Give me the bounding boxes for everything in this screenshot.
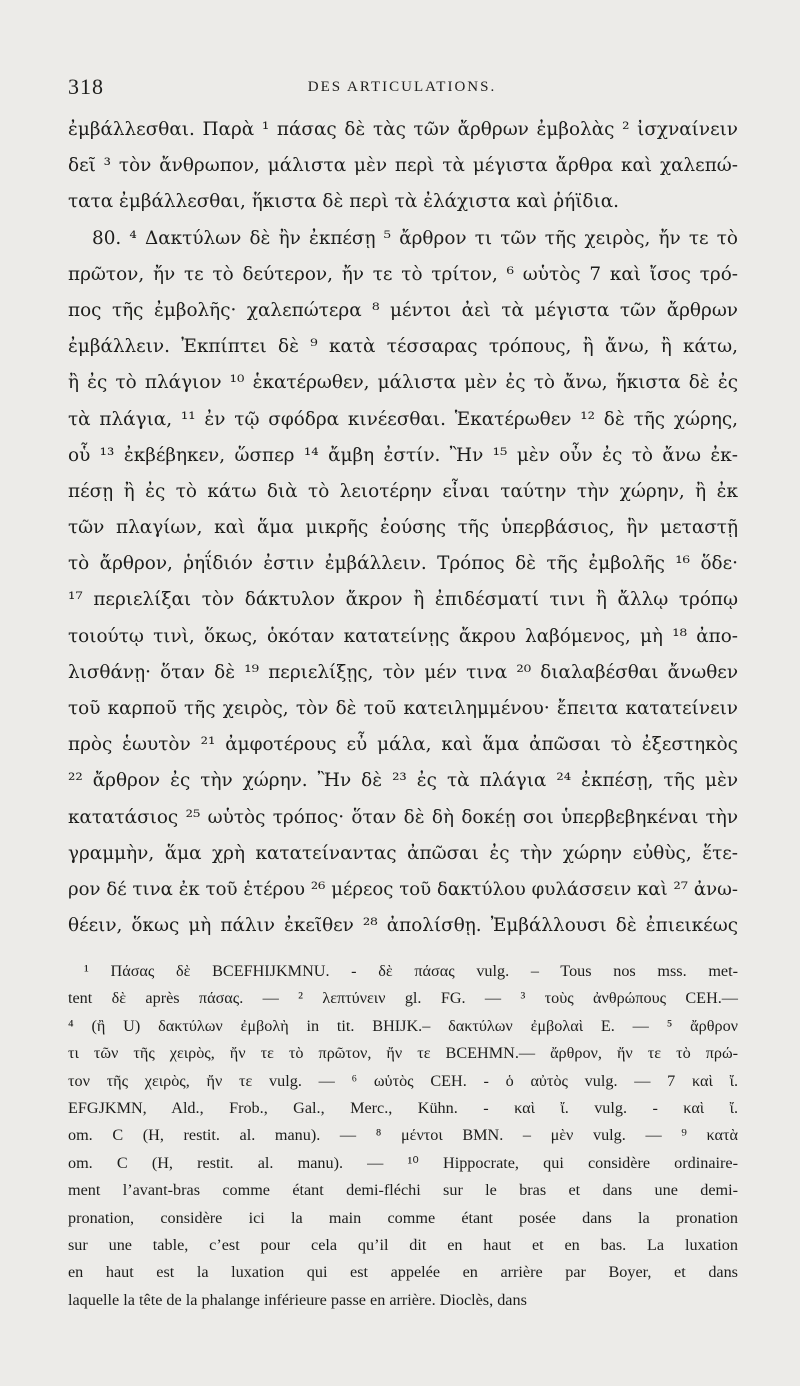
- text-line: [68, 691, 738, 727]
- footnote-line: [68, 1040, 738, 1067]
- text-line: [68, 257, 738, 293]
- footnote-line-content: tent δὲ après πάσας. — ² λεπτύνειν gl. FG. — ³ τοὺς ἀνθρώπους CEH.—: [68, 989, 738, 1008]
- text-line-content: πρῶτον, ἤν τε τὸ δεύτερον, ἤν τε τὸ τρίτον, ⁶ ωὑτὸς 7 καὶ ἴσος τρό-: [68, 263, 738, 285]
- footnote-line-content: sur une table, c’est pour cela qu’il dit en haut et en bas. La luxation: [68, 1235, 738, 1254]
- footnote-line-content: laquelle la tête de la phalange inférieure passe en arrière. Dioclès, dans: [68, 1290, 527, 1309]
- footnote-line: [68, 1013, 738, 1040]
- text-line: [68, 510, 738, 546]
- text-line-content: ἢ ἐς τὸ πλάγιον ¹⁰ ἑκατέρωθεν, μάλιστα μὲν ἐς τὸ ἄνω, ἥκιστα δὲ ἐς: [68, 372, 738, 394]
- footnote-line-content: ¹ Πάσας δὲ BCEFHIJKMNU. - δὲ πάσας vulg. – Tous nos mss. met-: [84, 962, 738, 980]
- footnote-line: [68, 1287, 738, 1314]
- footnote-line-content: EFGJKMN, Ald., Frob., Gal., Merc., Kühn. - καὶ ἴ. vulg. - καὶ ἴ.: [68, 1098, 738, 1117]
- footnote-line-content: om. C (H, restit. al. manu). — ⁸ μέντοι BMN. – μὲν vulg. — ⁹ κατὰ: [68, 1126, 738, 1145]
- footnote-line: [68, 1232, 738, 1259]
- text-line: [68, 438, 738, 474]
- footnote-line: [68, 958, 738, 985]
- text-line: [68, 329, 738, 365]
- text-line-content: ἐμβάλλεσθαι. Παρὰ ¹ πάσας δὲ τὰς τῶν ἄρθρων ἐμβολὰς ² ἰσχναίνειν: [68, 119, 738, 140]
- footnote-line-content: ment l’avant-bras comme étant demi-fléchi sur le bras et dans une demi-: [68, 1181, 738, 1200]
- text-line-content: τατα ἐμβάλλεσθαι, ἥκιστα δὲ περὶ τὰ ἐλάχιστα καὶ ῥήϊδια.: [68, 191, 619, 213]
- text-line-content: ἐμβάλλειν. Ἐκπίπτει δὲ ⁹ κατὰ τέσσαρας τρόπους, ἢ ἄνω, ἢ κάτω,: [68, 336, 738, 358]
- text-line-content: θέειν, ὅκως μὴ πάλιν ἐκεῖθεν ²⁸ ἀπολίσθῃ. Ἐμβάλλουσι δὲ ἐπιεικέως: [68, 915, 738, 937]
- text-line-content: λισθάνῃ· ὅταν δὲ ¹⁹ περιελίξῃς, τὸν μέν τινα ²⁰ διαλαβέσθαι ἄνωθεν: [68, 661, 738, 683]
- text-line-content: δεῖ ³ τὸν ἄνθρωπον, μάλιστα μὲν περὶ τὰ μέγιστα ἄρθρα καὶ χαλεπώ-: [68, 155, 738, 177]
- running-head: DES ARTICULATIONS.: [307, 79, 497, 95]
- footnote-line-content: τον τῆς χειρὸς, ἤν τε vulg. — ⁶ ωὑτὸς CEH. - ὁ αὐτὸς vulg. — 7 καὶ ἴ.: [68, 1071, 738, 1090]
- text-line: [68, 184, 738, 220]
- text-line-content: ²² ἄρθρον ἐς τὴν χώρην. Ἢν δὲ ²³ ἐς τὰ πλάγια ²⁴ ἐκπέσῃ, τῆς μὲν: [68, 770, 738, 792]
- footnote-line: [68, 1095, 738, 1122]
- text-line: [68, 112, 738, 148]
- footnote-line-content: en haut est la luxation qui est appelée en arrière par Boyer, et dans: [68, 1263, 738, 1282]
- footnote-line-content: τι τῶν τῆς χειρὸς, ἤν τε τὸ πρῶτον, ἤν τε BCEHMN.— ἄρθρον, ἤν τε τὸ πρώ-: [68, 1044, 738, 1063]
- footnote-line: [68, 1177, 738, 1204]
- footnote-line: [68, 1205, 738, 1232]
- text-line-content: τῶν πλαγίων, καὶ ἅμα μικρῆς ἐούσης τῆς ὑπερβάσιος, ἢν μεταστῇ: [68, 517, 738, 539]
- text-line-content: τὰ πλάγια, ¹¹ ἐν τῷ σφόδρα κινέεσθαι. Ἑκατέρωθεν ¹² δὲ τῆς χώρης,: [68, 408, 738, 430]
- text-line-content: γραμμὴν, ἅμα χρὴ κατατείναντας ἀπῶσαι ἐς τὴν χώρην εὐθὺς, ἕτε-: [68, 842, 738, 864]
- footnotes-block: [68, 958, 738, 1314]
- text-line: [68, 800, 738, 836]
- footnote-line: [68, 985, 738, 1012]
- text-line: [68, 402, 738, 438]
- text-line-content: τὸ ἄρθρον, ῥηΐδιόν ἐστιν ἐμβάλλειν. Τρόπος δὲ τῆς ἐμβολῆς ¹⁶ ὅδε·: [68, 553, 738, 575]
- footnote-line: [68, 1150, 738, 1177]
- page-number: 318: [68, 74, 104, 99]
- text-line: [68, 148, 738, 184]
- text-line: [68, 365, 738, 401]
- footnote-line-content: om. C (H, restit. al. manu). — ¹⁰ Hippocrate, qui considère ordinaire-: [68, 1153, 738, 1172]
- text-line-content: ¹⁷ περιελίξαι τὸν δάκτυλον ἄκρον ἢ ἐπιδέσματί τινι ἢ ἄλλῳ τρόπῳ: [68, 589, 738, 611]
- footnote-line: [68, 1122, 738, 1149]
- main-text-block: [68, 112, 738, 944]
- footnote-line: [68, 1068, 738, 1095]
- page-header: [68, 74, 736, 104]
- text-line-content: ρον δέ τινα ἐκ τοῦ ἑτέρου ²⁶ μέρεος τοῦ δακτύλου φυλάσσειν καὶ ²⁷ ἀνω-: [68, 878, 738, 900]
- text-line: [68, 221, 738, 257]
- text-line: [68, 293, 738, 329]
- text-line: [68, 727, 738, 763]
- text-line: [68, 582, 738, 618]
- footnote-line: [68, 1259, 738, 1286]
- text-line: [68, 908, 738, 944]
- text-line-content: οὗ ¹³ ἐκβέβηκεν, ὥσπερ ¹⁴ ἄμβη ἐστίν. Ἢν ¹⁵ μὲν οὖν ἐς τὸ ἄνω ἐκ-: [68, 444, 738, 466]
- text-line: [68, 546, 738, 582]
- text-line-content: τοιούτῳ τινὶ, ὅκως, ὁκόταν κατατείνῃς ἄκρου λαβόμενος, μὴ ¹⁸ ἀπο-: [68, 625, 738, 647]
- text-line: [68, 474, 738, 510]
- text-line-content: πος τῆς ἐμβολῆς· χαλεπώτερα ⁸ μέντοι ἀεὶ τὰ μέγιστα τῶν ἄρθρων: [68, 299, 738, 321]
- text-line: [68, 619, 738, 655]
- text-line: [68, 763, 738, 799]
- text-line-content: πρὸς ἑωυτὸν ²¹ ἀμφοτέρους εὖ μάλα, καὶ ἅμα ἀπῶσαι τὸ ἐξεστηκὸς: [68, 734, 738, 756]
- text-line: [68, 872, 738, 908]
- text-line-content: πέσῃ ἢ ἐς τὸ κάτω διὰ τὸ λειοτέρην εἶναι ταύτην τὴν χώρην, ἢ ἐκ: [68, 480, 738, 502]
- text-line-content: κατατάσιος ²⁵ ωὑτὸς τρόπος· ὅταν δὲ δὴ δοκέῃ σοι ὑπερβεβηκέναι τὴν: [68, 806, 738, 828]
- footnote-line-content: pronation, considère ici la main comme étant posée dans la pronation: [68, 1208, 738, 1227]
- footnote-line-content: ⁴ (ἢ U) δακτύλων ἐμβολὴ in tit. BHIJK.– δακτύλων ἐμβολαὶ E. — ⁵ ἄρθρον: [68, 1016, 738, 1035]
- text-line: [68, 655, 738, 691]
- text-line-content: 80. ⁴ Δακτύλων δὲ ἢν ἐκπέσῃ ⁵ ἄρθρον τι τῶν τῆς χειρὸς, ἤν τε τὸ: [92, 227, 738, 249]
- text-line: [68, 836, 738, 872]
- text-line-content: τοῦ καρποῦ τῆς χειρὸς, τὸν δὲ τοῦ κατειλημμένου· ἔπειτα κατατείνειν: [68, 698, 738, 719]
